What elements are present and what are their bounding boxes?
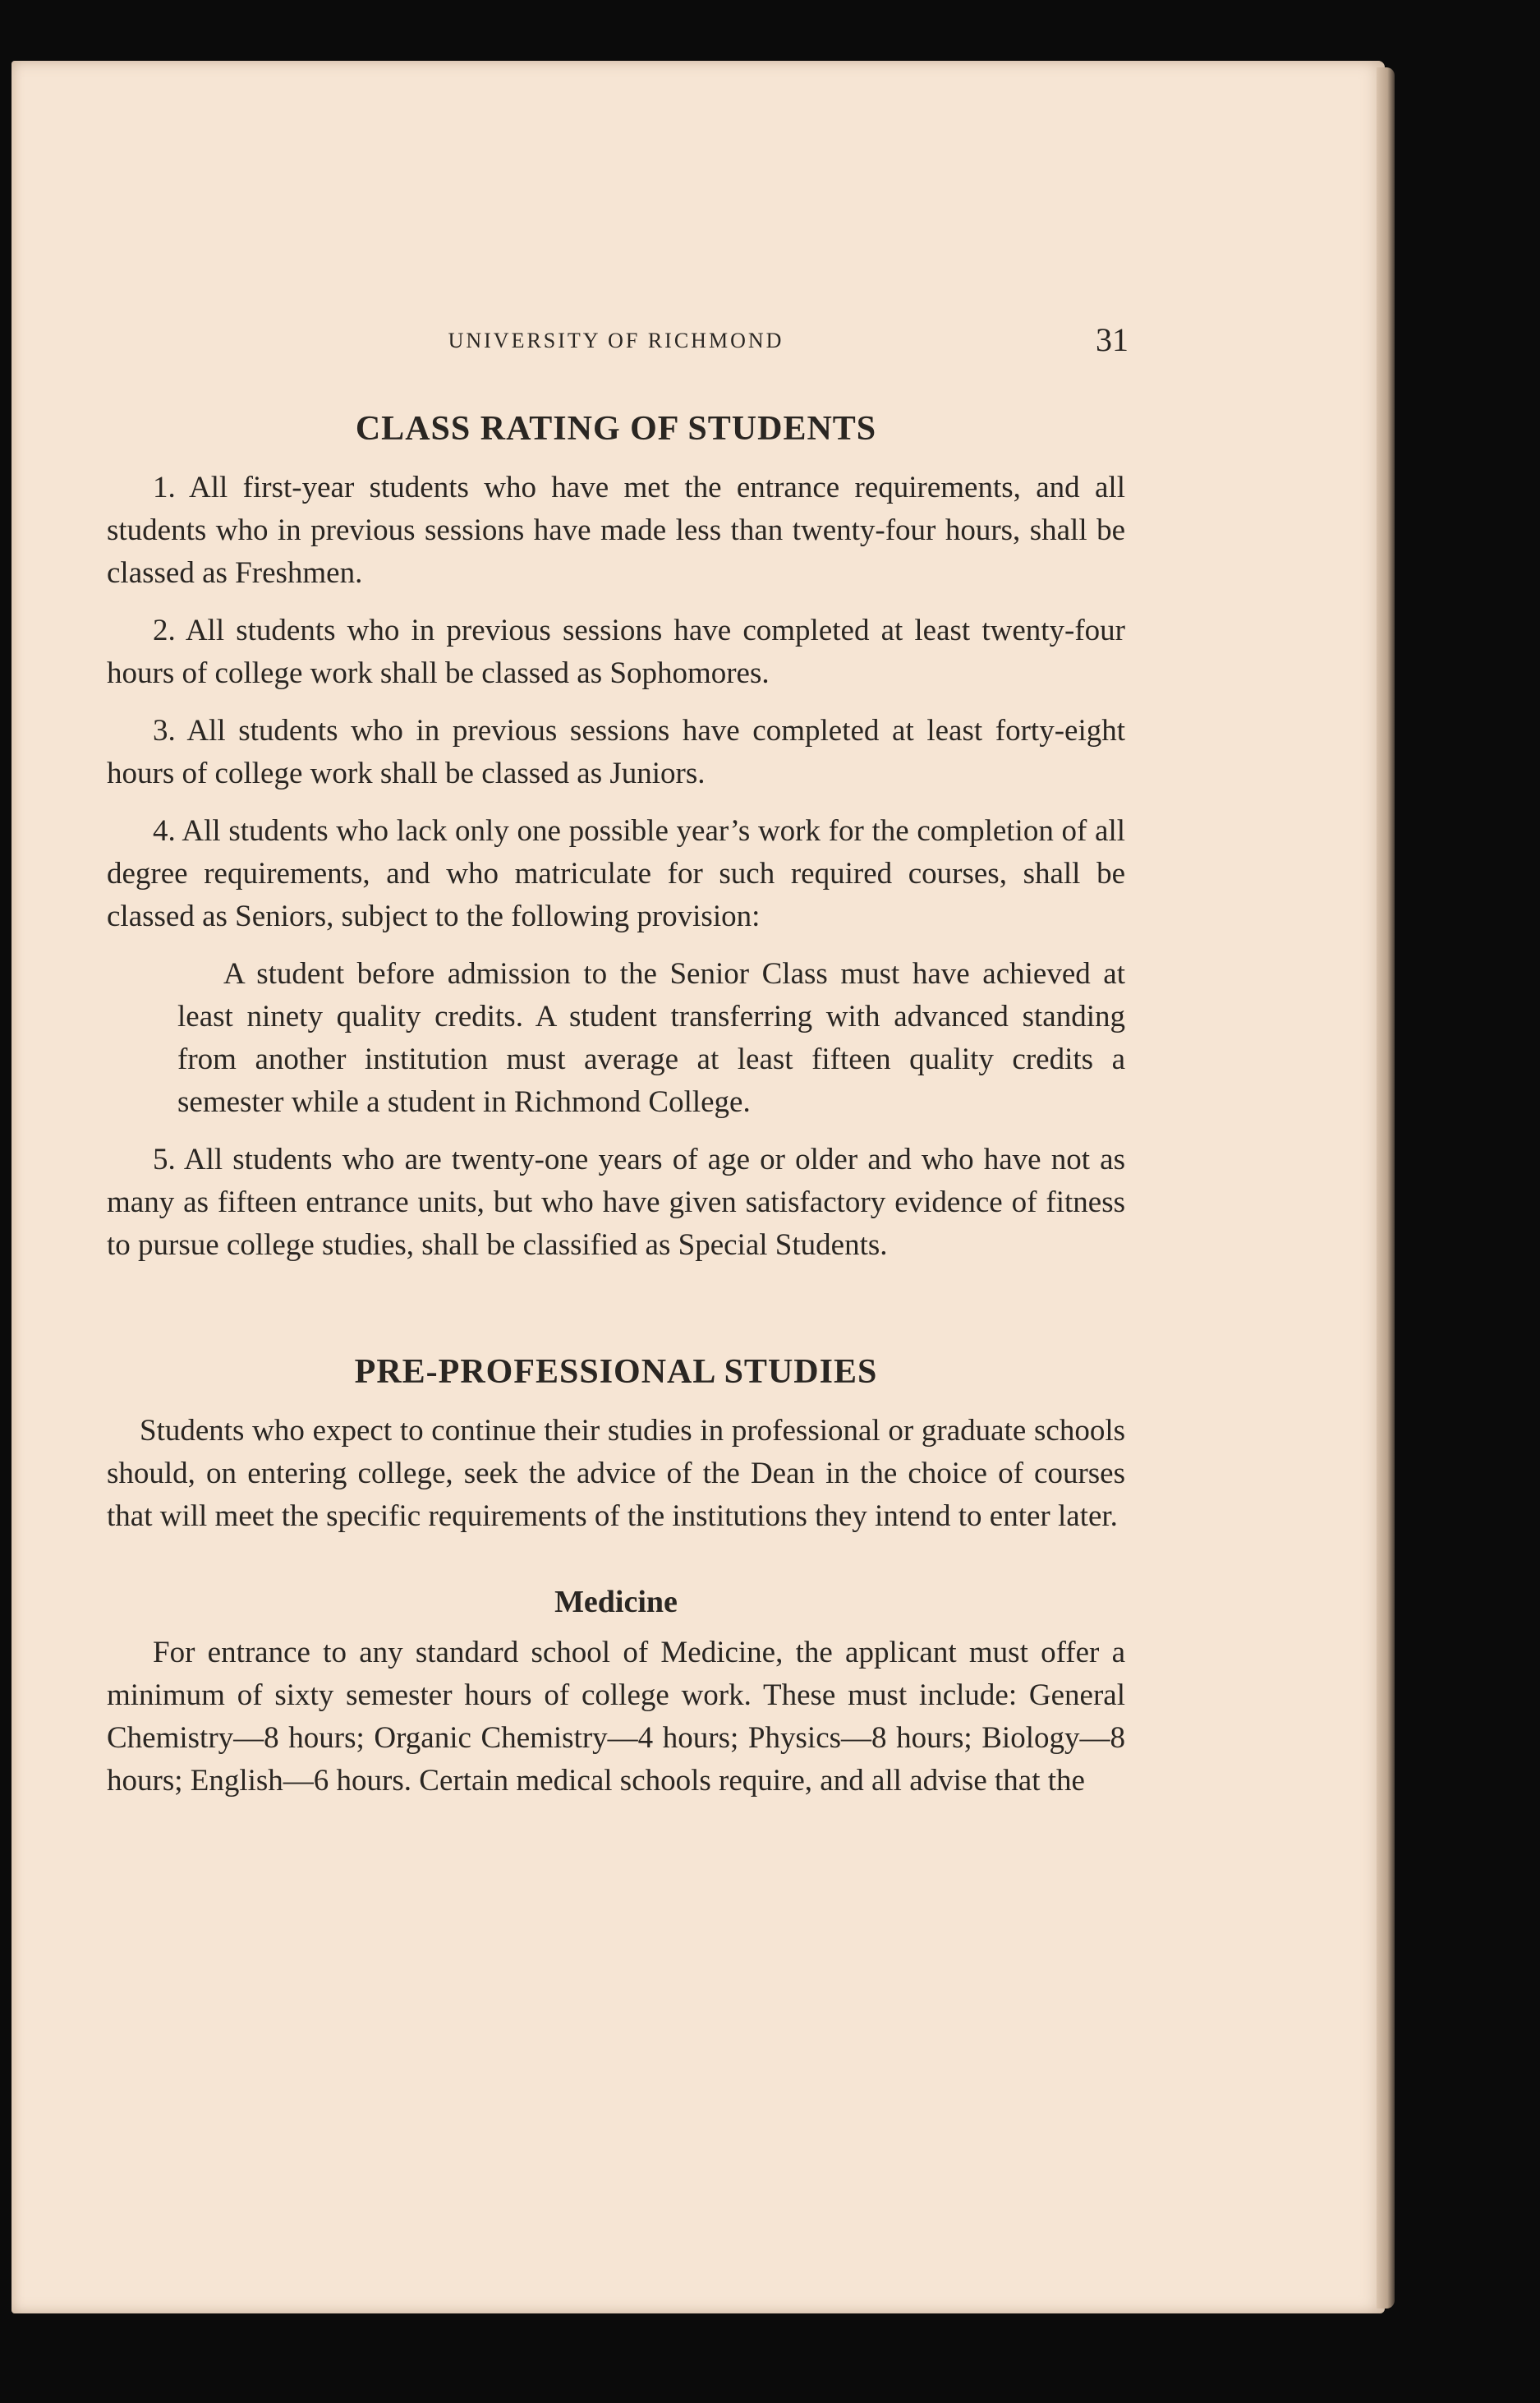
class-rating-item-1: 1. All first-year students who have met the entrance requirements, and all students who in previous sessions have made less than twenty-four hours, shall be classed as Freshmen. [107,471,1125,590]
senior-provision: A student before admission to the Senior Class must have achieved at least ninety quality credits. A student transferring with advanced standing from another institution must average at least fifteen quality credits a semester while a student in Richmond College. [177,957,1125,1119]
class-rating-item-4: 4. All students who lack only one possible year’s work for the completion of all degree requirements, and who matriculate for such required courses, shall be classed as Seniors, subject to the following provision: [107,814,1125,933]
page-number: 31 [1096,321,1129,358]
running-header [107,320,1129,370]
section-spacer [107,1282,1125,1313]
running-title: UNIVERSITY OF RICHMOND [448,329,784,352]
class-rating-item-3: 3. All students who in previous sessions have completed at least forty-eight hours of college work shall be classed as Juniors. [107,714,1125,790]
class-rating-item-2: 2. All students who in previous sessions have completed at least twenty-four hours of college work shall be classed as Sophomores. [107,614,1125,690]
medicine-text: For entrance to any standard school of Medicine, the applicant must offer a minimum of sixty semester hours of college work. These must include: General Chemistry—8 hours; Organic Chemistry—4 hours; Physics—8 hours; Biology—8 hours; English—6 hours. Certain medical schools require, and all advise that the [107,1636,1125,1798]
class-rating-heading: CLASS RATING OF STUDENTS [355,410,877,448]
class-rating-item-5: 5. All students who are twenty-one years of age or older and who have not as many as fifteen entrance units, but who have given satisfactory evidence of fitness to pursue college studies, shall be classified as Special Students. [107,1143,1125,1262]
medicine-heading: Medicine [554,1585,678,1619]
pre-professional-intro: Students who expect to continue their studies in professional or graduate schools should, on entering college, seek the advice of the Dean in the choice of courses that will meet the specific requirements of the institutions they intend to enter later. [107,1414,1125,1533]
page-edge-shadow [1377,67,1395,2309]
pre-professional-heading: PRE-PROFESSIONAL STUDIES [354,1353,878,1391]
page-content [107,320,1129,1817]
